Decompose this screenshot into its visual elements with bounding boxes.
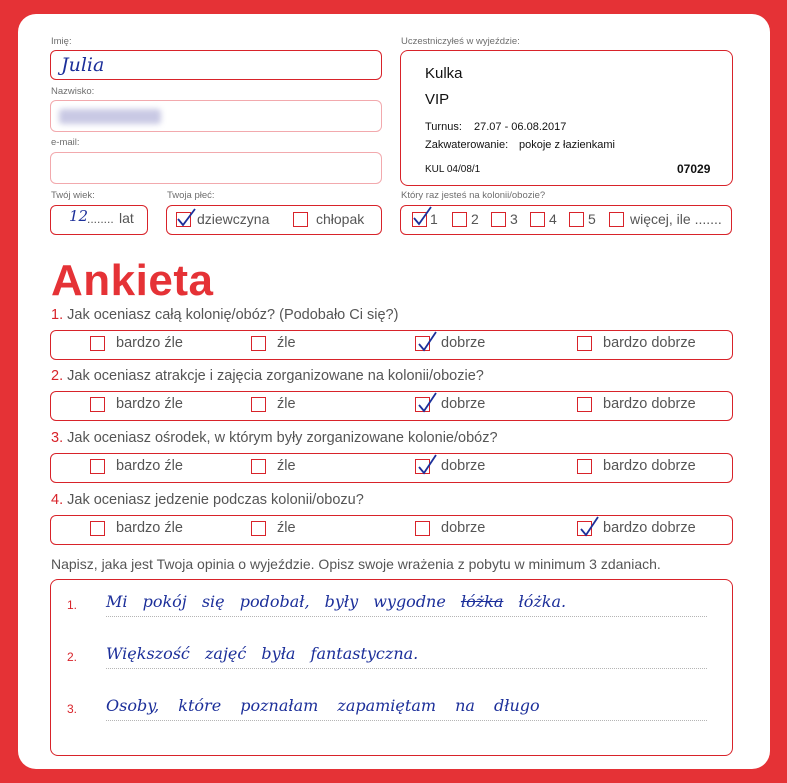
survey-sheet — [18, 14, 770, 769]
name-label: Imię: — [51, 36, 72, 47]
check-mark-icon — [175, 207, 197, 229]
rating-label: dobrze — [441, 335, 486, 351]
times-checkbox-4[interactable] — [530, 212, 545, 227]
rating-checkbox[interactable] — [415, 521, 430, 536]
rating-checkbox[interactable] — [415, 459, 430, 474]
opinion-line-number: 2. — [67, 650, 78, 664]
question-3 — [51, 430, 498, 446]
rating-checkbox[interactable] — [90, 521, 105, 536]
gender-option-girl: dziewczyna — [197, 211, 270, 227]
times-option-5: 5 — [588, 211, 596, 227]
rating-label: źle — [277, 335, 296, 351]
rating-label: źle — [277, 458, 296, 474]
gender-field — [166, 205, 382, 235]
times-option-2: 2 — [471, 211, 479, 227]
accommodation-label: Zakwaterowanie: — [425, 139, 509, 151]
writing-line — [106, 616, 707, 617]
turnus-label: Turnus: — [425, 121, 462, 133]
rating-checkbox[interactable] — [251, 459, 266, 474]
rating-label: źle — [277, 520, 296, 536]
question-text: Jak oceniasz atrakcje i zajęcia zorganizowane na kolonii/obozie? — [67, 368, 484, 384]
rating-label: bardzo dobrze — [603, 335, 696, 351]
age-value: 12 — [69, 207, 89, 225]
times-label: Który raz jesteś na kolonii/obozie? — [401, 190, 546, 201]
accommodation-value: pokoje z łazienkami — [519, 139, 615, 151]
gender-checkbox-girl[interactable] — [176, 212, 191, 227]
gender-option-boy: chłopak — [316, 211, 365, 227]
question-text: Jak oceniasz jedzenie podczas kolonii/obozu? — [67, 492, 364, 508]
answer-row-2 — [50, 391, 733, 421]
question-text: Jak oceniasz ośrodek, w którym były zorganizowane kolonie/obóz? — [67, 430, 498, 446]
question-text: Jak oceniasz całą kolonię/obóz? (Podobało Ci się?) — [67, 307, 399, 323]
rating-label: dobrze — [441, 520, 486, 536]
times-checkbox-1[interactable] — [412, 212, 427, 227]
camp-number: 07029 — [677, 162, 711, 176]
camp-type: VIP — [425, 91, 450, 108]
rating-checkbox[interactable] — [577, 459, 592, 474]
name-value: Julia — [61, 54, 105, 76]
answer-row-1 — [50, 330, 733, 360]
times-option-4: 4 — [549, 211, 557, 227]
check-mark-icon — [416, 331, 438, 353]
rating-checkbox[interactable] — [415, 336, 430, 351]
times-field — [400, 205, 732, 235]
rating-checkbox[interactable] — [90, 459, 105, 474]
rating-label: bardzo źle — [116, 458, 183, 474]
surname-field[interactable] — [50, 100, 382, 132]
camp-name: Kulka — [425, 65, 463, 82]
name-field[interactable] — [50, 50, 382, 80]
age-field[interactable] — [50, 205, 148, 235]
check-mark-icon — [416, 454, 438, 476]
survey-title: Ankieta — [51, 256, 214, 305]
age-label: Twój wiek: — [51, 190, 95, 201]
opinion-prompt: Napisz, jaka jest Twoja opinia o wyjeździe. Opisz swoje wrażenia z pobytu w minimum 3 zdaniach. — [51, 556, 661, 572]
opinion-line-number: 3. — [67, 702, 78, 716]
rating-checkbox[interactable] — [251, 521, 266, 536]
writing-line — [106, 720, 707, 721]
camp-info-box — [400, 50, 733, 186]
rating-label: dobrze — [441, 396, 486, 412]
rating-label: źle — [277, 396, 296, 412]
rating-checkbox[interactable] — [577, 521, 592, 536]
question-4 — [51, 492, 364, 508]
rating-label: dobrze — [441, 458, 486, 474]
times-option-3: 3 — [510, 211, 518, 227]
rating-checkbox[interactable] — [251, 397, 266, 412]
rating-checkbox[interactable] — [90, 336, 105, 351]
rating-label: bardzo źle — [116, 520, 183, 536]
rating-checkbox[interactable] — [577, 397, 592, 412]
email-field[interactable] — [50, 152, 382, 184]
times-checkbox-2[interactable] — [452, 212, 467, 227]
question-number: 1. — [51, 307, 64, 323]
times-option-more: więcej, ile ....... — [630, 211, 722, 227]
opinion-line-3: Osoby, które poznałam zapamiętam na długo — [106, 696, 540, 715]
email-label: e-mail: — [51, 137, 80, 148]
opinion-line-number: 1. — [67, 598, 78, 612]
turnus-value: 27.07 - 06.08.2017 — [474, 121, 567, 133]
question-1 — [51, 307, 398, 323]
surname-label: Nazwisko: — [51, 86, 95, 97]
answer-row-4 — [50, 515, 733, 545]
answer-row-3 — [50, 453, 733, 483]
check-mark-icon — [416, 392, 438, 414]
writing-line — [106, 668, 707, 669]
opinion-box[interactable] — [50, 579, 733, 756]
rating-label: bardzo źle — [116, 335, 183, 351]
question-number: 3. — [51, 430, 64, 446]
times-checkbox-5[interactable] — [569, 212, 584, 227]
times-checkbox-3[interactable] — [491, 212, 506, 227]
camp-code: KUL 04/08/1 — [425, 164, 481, 175]
rating-checkbox[interactable] — [577, 336, 592, 351]
check-mark-icon — [578, 516, 600, 538]
opinion-line-2: Większość zajęć była fantastyczna. — [106, 644, 419, 663]
times-checkbox-more[interactable] — [609, 212, 624, 227]
question-2 — [51, 368, 484, 384]
redacted-surname — [59, 109, 161, 124]
rating-checkbox[interactable] — [90, 397, 105, 412]
times-option-1: 1 — [430, 211, 438, 227]
rating-checkbox[interactable] — [415, 397, 430, 412]
rating-label: bardzo dobrze — [603, 520, 696, 536]
rating-label: bardzo dobrze — [603, 396, 696, 412]
rating-label: bardzo źle — [116, 396, 183, 412]
age-unit: lat — [119, 210, 134, 226]
struck-word: łóżka — [460, 592, 504, 611]
gender-label: Twoja płeć: — [167, 190, 215, 201]
rating-checkbox[interactable] — [251, 336, 266, 351]
question-number: 4. — [51, 492, 64, 508]
opinion-line-1: Mi pokój się podobał, były wygodne łóżka łóżka. — [106, 592, 567, 611]
age-dots: ........ — [87, 212, 114, 226]
question-number: 2. — [51, 368, 64, 384]
gender-checkbox-boy[interactable] — [293, 212, 308, 227]
participation-label: Uczestniczyłeś w wyjeździe: — [401, 36, 520, 47]
rating-label: bardzo dobrze — [603, 458, 696, 474]
